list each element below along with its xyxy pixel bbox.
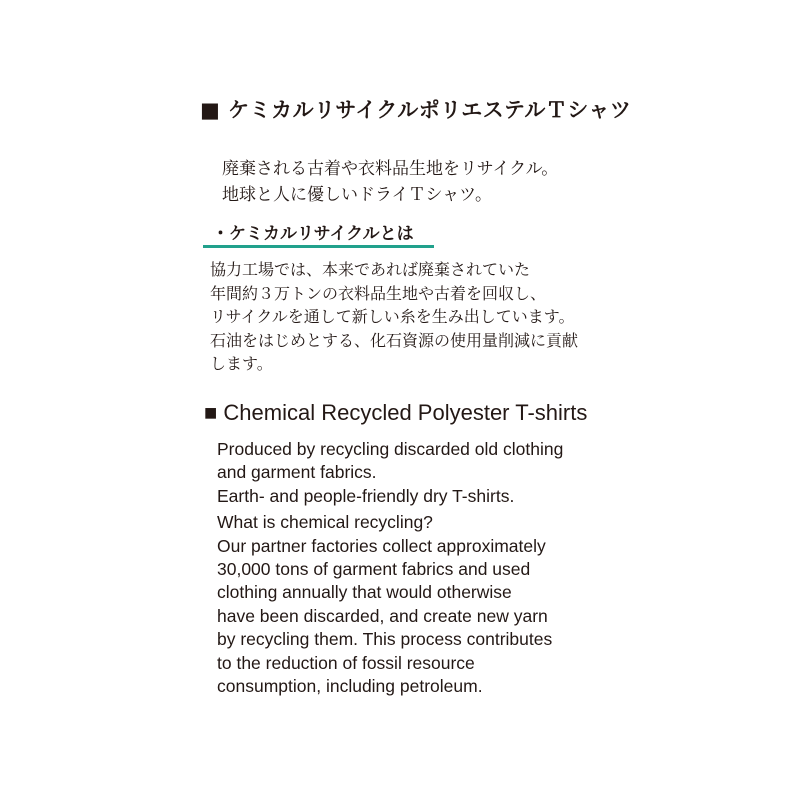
en-body-line: clothing annually that would otherwise — [217, 582, 512, 603]
en-body-line: have been discarded, and create new yarn — [217, 605, 548, 626]
en-body-line: by recycling them. This process contributes — [217, 629, 553, 650]
en-body-line: consumption, including petroleum. — [217, 675, 483, 696]
jp-body-line: リサイクルを通して新しい糸を生み出しています。 — [210, 307, 575, 326]
en-section-title: ■ Chemical Recycled Polyester T-shirts — [204, 400, 588, 425]
en-body-line: 30,000 tons of garment fabrics and used — [217, 558, 531, 579]
en-intro-line: and garment fabrics. — [217, 462, 377, 483]
en-body-text — [217, 438, 563, 698]
jp-subheading: ・ケミカルリサイクルとは — [212, 224, 414, 244]
jp-body-line: します。 — [210, 354, 273, 373]
jp-intro-text — [222, 156, 558, 208]
subheading-underline — [203, 245, 434, 248]
jp-body-line: 年間約３万トンの衣料品生地や古着を回収し、 — [210, 283, 547, 303]
jp-intro-line: 廃棄される古着や衣料品生地をリサイクル。 — [222, 159, 559, 179]
en-body-line: Our partner factories collect approximately — [217, 535, 546, 556]
jp-intro-line: 地球と人に優しいドライＴシャツ。 — [222, 185, 492, 205]
en-body-line: What is chemical recycling? — [217, 512, 433, 533]
jp-body-line: 協力工場では、本来であれば廃棄されていた — [210, 260, 531, 279]
jp-section-title: ■ ケミカルリサイクルポリエステルＴシャツ — [200, 98, 632, 122]
jp-body-line: 石油をはじめとする、化石資源の使用量削減に貢献 — [210, 330, 579, 350]
jp-body-text — [210, 258, 578, 376]
en-intro-line: Produced by recycling discarded old clothing — [217, 439, 564, 459]
en-intro-line: Earth- and people-friendly dry T-shirts. — [217, 485, 515, 506]
en-body-line: to the reduction of fossil resource — [217, 652, 475, 673]
